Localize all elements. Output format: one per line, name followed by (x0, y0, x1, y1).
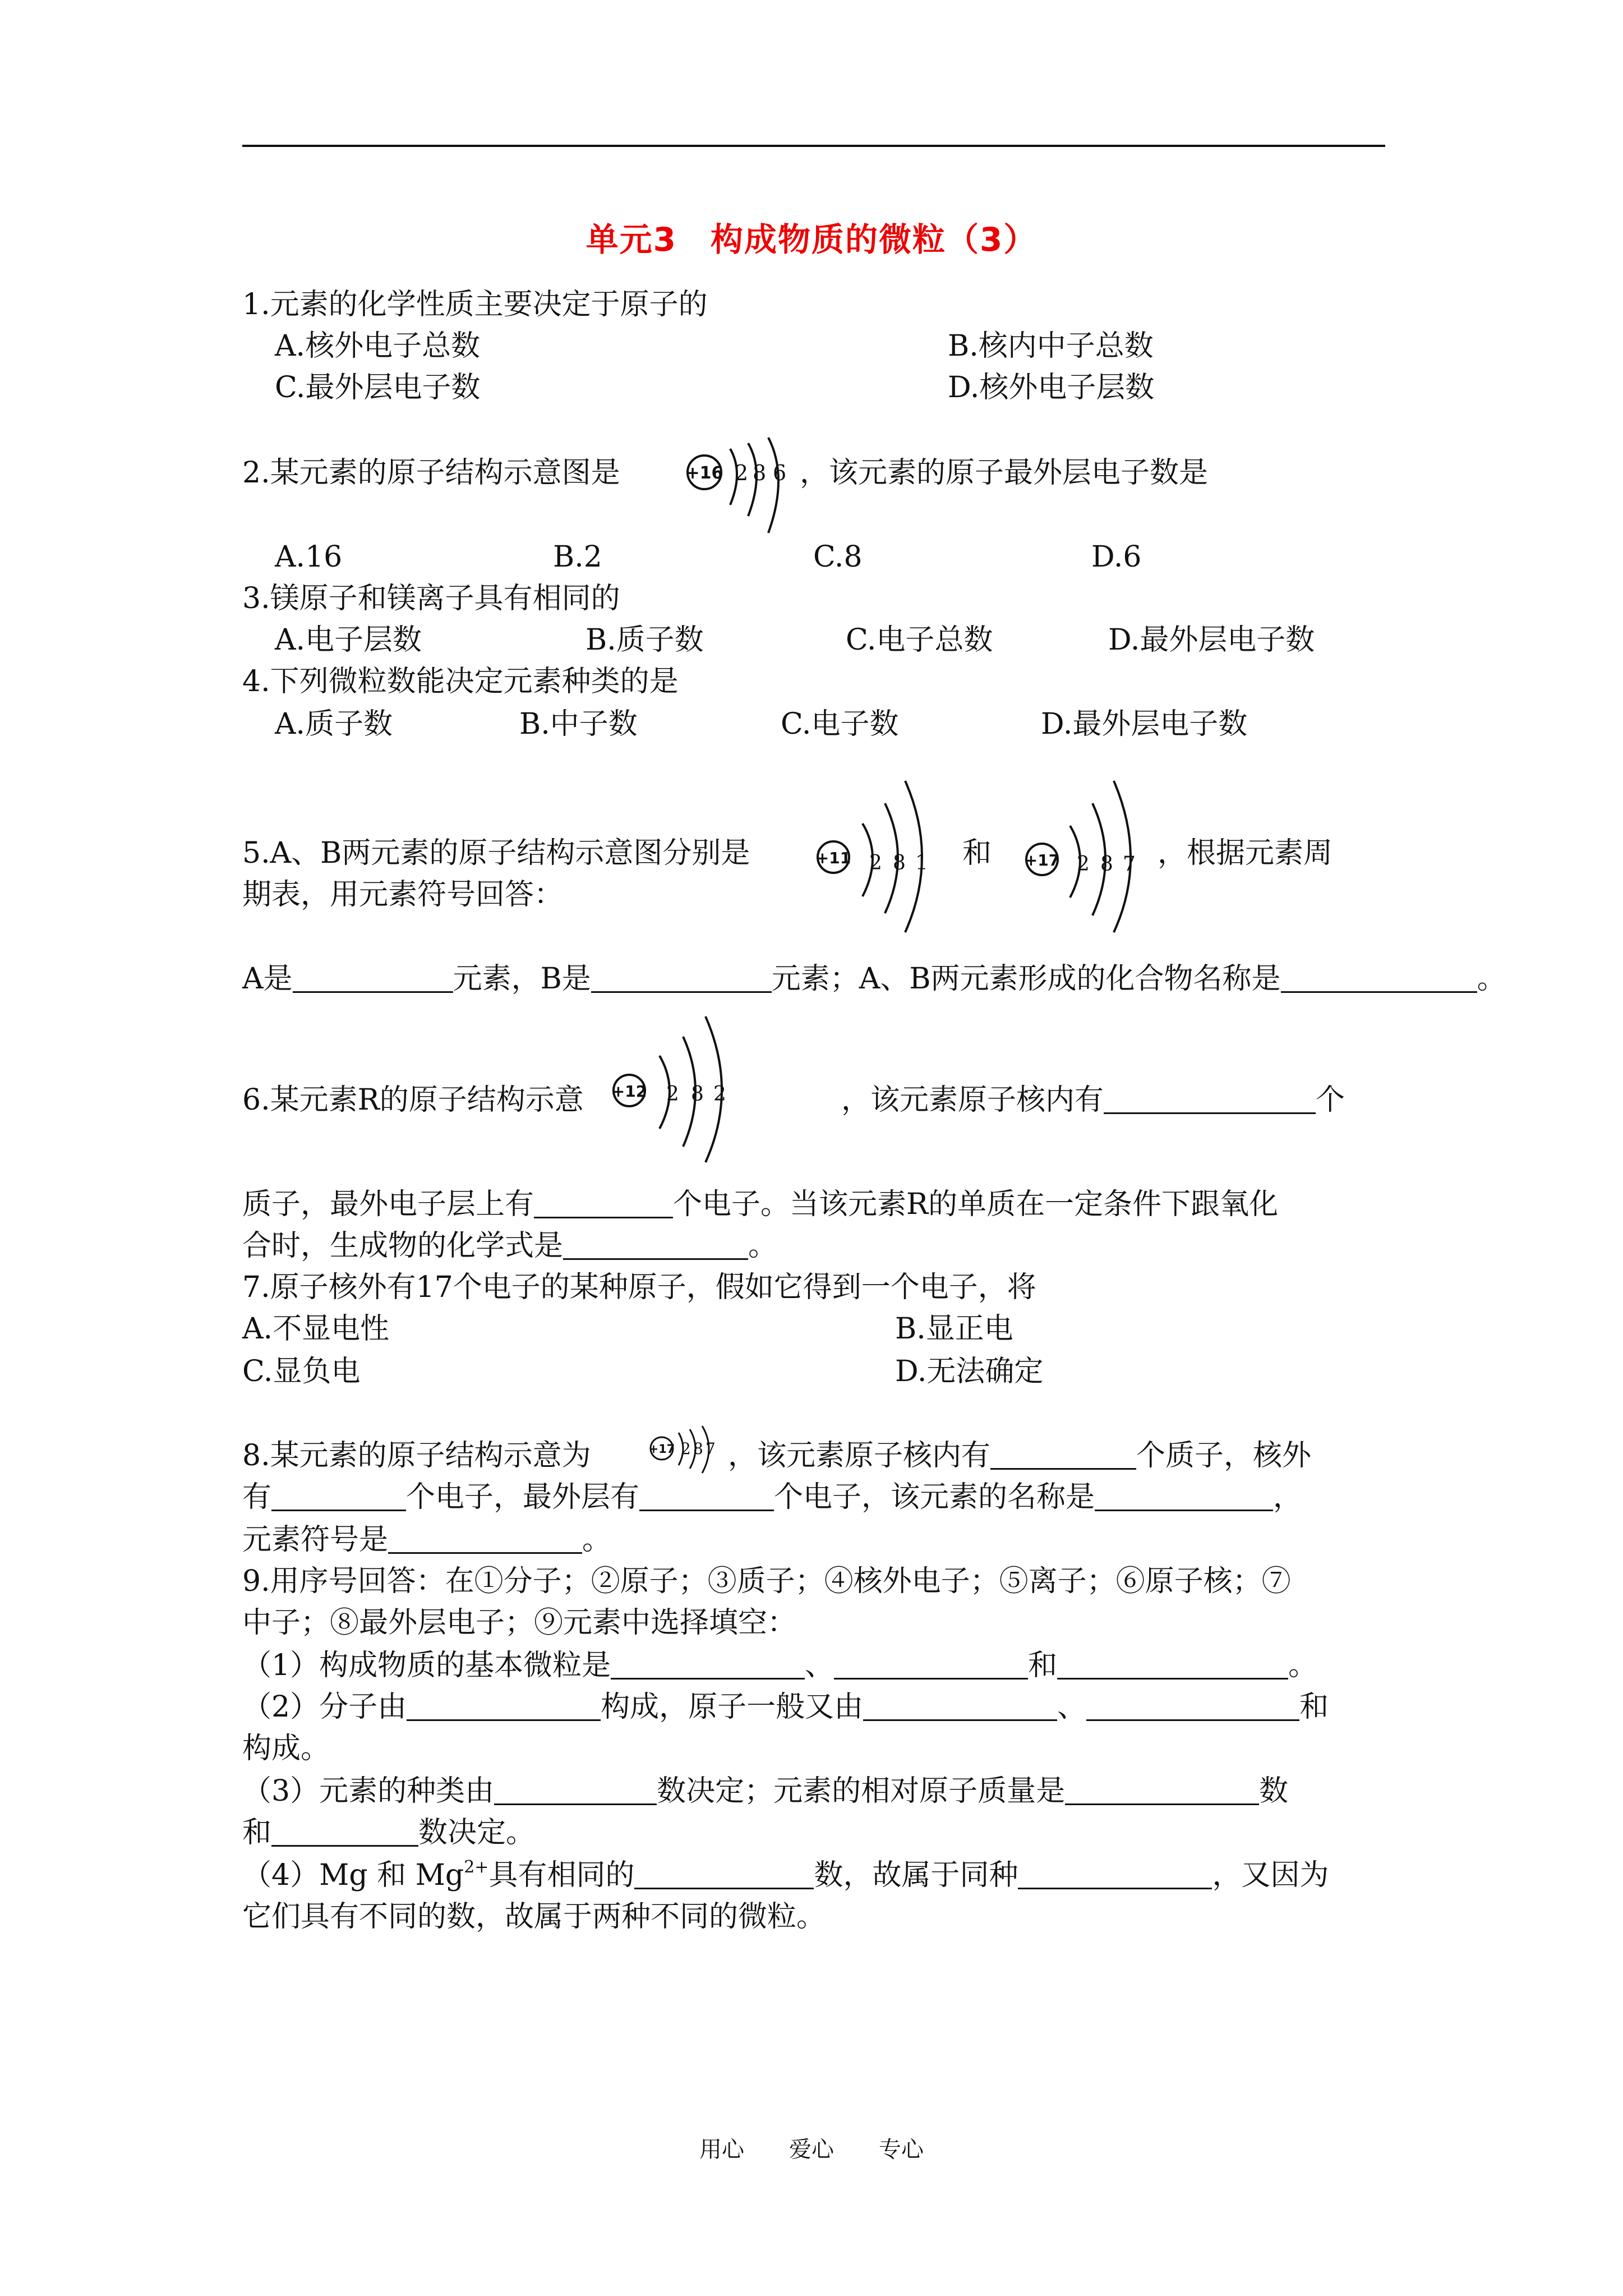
q5-blank-a[interactable] (293, 962, 453, 993)
q8-shell-2: 8 (693, 1439, 703, 1458)
q5b-shell-3: 7 (1123, 853, 1136, 876)
q6-shell-1: 2 (666, 1083, 679, 1106)
q2-option-b: B.2 (553, 540, 602, 574)
q5-answer-line: A是 元素，B是 元素；A、B两元素形成的化合物名称是 。 (242, 962, 1506, 996)
q9-blank-4a[interactable] (634, 1858, 814, 1889)
q4-stem: 4.下列微粒数能决定元素种类的是 (242, 665, 679, 698)
q5-blank-compound[interactable] (1281, 962, 1477, 993)
q9-sub2-line2: 构成。 (242, 1732, 330, 1765)
q4-option-a: A.质子数 (275, 707, 393, 741)
q6-shell-3: 2 (713, 1083, 726, 1106)
q4-option-b: B.中子数 (519, 707, 638, 741)
q8-blank-electrons[interactable] (271, 1480, 406, 1511)
q6-shell-2: 8 (691, 1083, 704, 1106)
q7-option-a: A.不显电性 (242, 1312, 390, 1346)
q5-and-label: 和 (962, 836, 992, 870)
q8-blank-protons[interactable] (990, 1439, 1136, 1470)
q9-sub4-line2: 它们具有不同的数，故属于两种不同的微粒。 (242, 1900, 826, 1934)
q9-sub4: （4）Mg 和 $Mg^{2+}$具有相同的 数，故属于同种 ，又因为 (242, 1857, 1329, 1892)
q6-blank-outer[interactable] (534, 1188, 673, 1218)
q8-stem-pre: 8.某元素的原子结构示意为 (242, 1439, 591, 1473)
q2-nucleus-label: +16 (685, 463, 723, 483)
q9-sub1: （1）构成物质的基本微粒是 、 和 。 (242, 1649, 1318, 1682)
q6-blank-formula[interactable] (563, 1229, 748, 1260)
q6-line2: 质子，最外电子层上有 个电子。当该元素R的单质在一定条件下跟氧化 (242, 1188, 1279, 1221)
q5b-nucleus-label: +17 (1024, 851, 1060, 869)
q9-blank-1a[interactable] (611, 1649, 805, 1680)
q3-option-d: D.最外层电子数 (1108, 623, 1315, 657)
q9-blank-2b[interactable] (863, 1690, 1057, 1721)
q8-shell-3: 7 (706, 1439, 716, 1458)
q9-blank-4b[interactable] (1018, 1858, 1212, 1889)
page-title: 单元3 构成物质的微粒（3） (585, 220, 1038, 259)
q7-option-c: C.显负电 (242, 1355, 361, 1388)
q9-sub3: （3）元素的种类由 数决定；元素的相对原子质量是 数 (242, 1774, 1289, 1808)
q9-sub3-line2: 和 数决定。 (242, 1816, 536, 1849)
q5-stem-post: ，根据元素周 (1158, 836, 1333, 870)
q7-stem: 7.原子核外有17个电子的某种原子，假如它得到一个电子，将 (242, 1271, 1036, 1304)
footer-text-3: 专心 (879, 2137, 924, 2162)
q8-line1: ，该元素原子核内有 个质子，核外 (728, 1439, 1312, 1473)
q8-blank-name[interactable] (1095, 1480, 1273, 1511)
q5-atom-a-diagram (815, 781, 944, 935)
q2-option-a: A.16 (275, 540, 343, 574)
q9-blank-1b[interactable] (834, 1649, 1028, 1680)
q8-line3: 元素符号是 。 (242, 1523, 612, 1557)
q5-stem-pre: 5.A、B两元素的原子结构示意图分别是 (242, 836, 750, 870)
q8-shell-1: 2 (681, 1439, 691, 1458)
q5a-shell-2: 8 (893, 852, 906, 875)
q7-option-d: D.无法确定 (895, 1355, 1044, 1388)
q1-option-d: D.核外电子层数 (948, 371, 1155, 404)
q4-option-c: C.电子数 (781, 707, 899, 741)
q5a-shell-1: 2 (869, 852, 882, 875)
q5a-nucleus-label: +11 (815, 849, 851, 867)
q5-atom-b-diagram (1024, 781, 1153, 935)
q9-blank-2a[interactable] (407, 1690, 601, 1721)
q2-shell-3: 6 (773, 461, 787, 485)
q9-sub2: （2）分子由 构成，原子一般又由 、 和 (242, 1690, 1329, 1724)
q5b-shell-2: 8 (1100, 853, 1113, 876)
q9-line2: 中子；⑧最外层电子；⑨元素中选择填空： (242, 1606, 797, 1640)
q3-option-a: A.电子层数 (275, 623, 422, 657)
q1-option-b: B.核内中子总数 (948, 329, 1154, 363)
q4-option-d: D.最外层电子数 (1041, 707, 1248, 741)
q6-stem-pre: 6.某元素R的原子结构示意 (242, 1083, 584, 1117)
q2-stem-post: ，该元素的原子最外层电子数是 (800, 456, 1209, 490)
q8-line2: 有 个电子，最外层有 个电子，该元素的名称是 ， (242, 1480, 1303, 1514)
q9-blank-3b[interactable] (1065, 1774, 1259, 1805)
q3-option-b: B.质子数 (585, 623, 704, 657)
q6-atom-diagram (612, 1016, 741, 1165)
q5-blank-b[interactable] (591, 962, 772, 993)
q6-stem-mid: ，该元素原子核内有 个 (841, 1083, 1345, 1117)
header-rule (242, 145, 1385, 147)
q3-option-c: C.电子总数 (846, 623, 993, 657)
q2-option-d: D.6 (1091, 540, 1142, 574)
q9-blank-3c[interactable] (271, 1816, 418, 1847)
q2-shell-2: 8 (753, 461, 767, 485)
q2-option-c: C.8 (813, 540, 863, 574)
q5b-shell-1: 2 (1077, 853, 1090, 876)
q8-blank-outer[interactable] (639, 1480, 774, 1511)
q6-nucleus-label: +12 (611, 1082, 647, 1101)
q6-line3: 合时，生成物的化学式是 。 (242, 1229, 778, 1263)
q7-option-b: B.显正电 (895, 1312, 1013, 1346)
q5a-shell-3: 1 (915, 852, 928, 875)
q2-shell-1: 2 (735, 461, 749, 485)
q9-blank-3a[interactable] (494, 1774, 657, 1805)
q5-stem-line2: 期表，用元素符号回答： (242, 878, 564, 912)
q1-option-a: A.核外电子总数 (275, 329, 481, 363)
footer-text-1: 用心 (699, 2137, 744, 2162)
footer-text-2: 爱心 (789, 2137, 834, 2162)
page-footer (0, 2132, 1623, 2164)
q8-nucleus-label: +17 (648, 1442, 675, 1456)
q9-blank-2c[interactable] (1086, 1690, 1299, 1721)
q6-blank-protons[interactable] (1104, 1083, 1316, 1114)
q9-line1: 9.用序号回答：在①分子；②原子；③质子；④核外电子；⑤离子；⑥原子核；⑦ (242, 1565, 1291, 1598)
q2-atom-diagram (685, 438, 797, 535)
q8-atom-diagram (649, 1425, 722, 1478)
q3-stem: 3.镁原子和镁离子具有相同的 (242, 582, 620, 615)
q9-blank-1c[interactable] (1057, 1649, 1288, 1680)
q1-option-c: C.最外层电子数 (275, 371, 481, 404)
q2-stem-pre: 2.某元素的原子结构示意图是 (242, 456, 620, 490)
q8-blank-symbol[interactable] (388, 1523, 582, 1554)
q1-stem: 1.元素的化学性质主要决定于原子的 (242, 288, 708, 321)
